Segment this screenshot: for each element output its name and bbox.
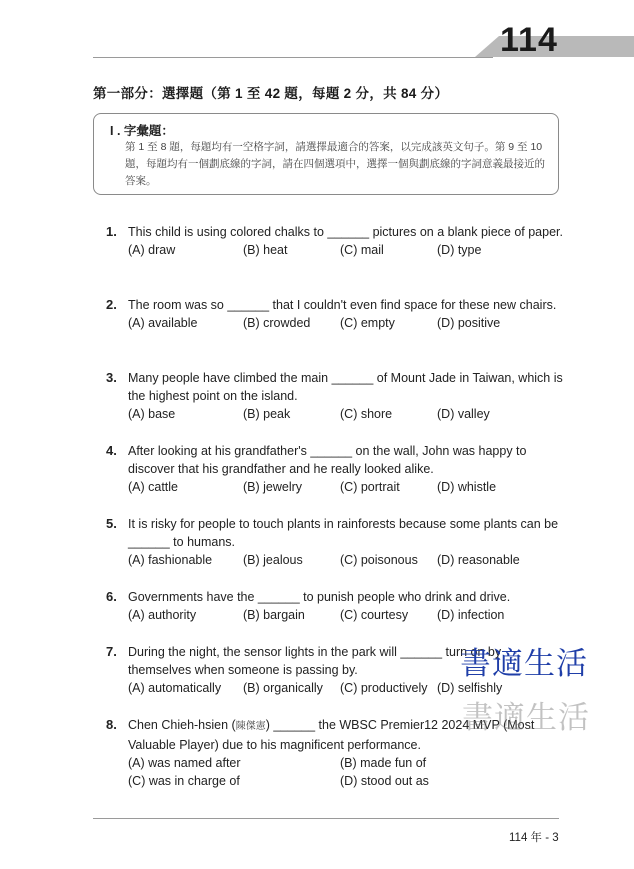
option-d[interactable]: (D) infection [437,608,505,622]
question-options [128,606,566,624]
question-stem: It is risky for people to touch plants in rainforests because some plants can be ______ to humans. [128,517,559,549]
option-b[interactable]: (B) heat [243,243,288,257]
option-a[interactable]: (A) cattle [128,480,179,494]
option-d[interactable]: (D) reasonable [437,553,520,567]
question-number: 8. [106,717,117,732]
option-b[interactable]: (B) jewelry [243,480,303,494]
watermark-gray: 書適生活 [462,700,590,736]
option-c[interactable]: (C) empty [340,316,395,330]
option-d[interactable]: (D) whistle [437,480,497,494]
option-c[interactable]: (C) productively [340,681,428,695]
header-rule [93,57,493,58]
question-number: 5. [106,516,117,531]
option-a[interactable]: (A) was named after [128,756,241,770]
question-stem: Governments have the ______ to punish people who drink and drive. [128,590,511,604]
question-5 [106,515,566,569]
question-number: 1. [106,224,117,239]
option-b[interactable]: (B) organically [243,681,323,695]
instructions-body: 第 1 至 8 題，每題均有一空格字詞，請選擇最適合的答案，以完成該英文句子。第 9 至 10 題，每題均有一個劃底線的字詞，請在四個選項中，選擇一個與劃底線的字詞意義最接近的答案。 [125,141,545,187]
option-b[interactable]: (B) made fun of [340,756,427,770]
option-a[interactable]: (A) draw [128,243,176,257]
question-number: 4. [106,443,117,458]
question-options [128,772,566,790]
option-c[interactable]: (C) courtesy [340,608,409,622]
option-a[interactable]: (A) fashionable [128,553,213,567]
question-stem: The room was so ______ that I couldn't even find space for these new chairs. [128,298,557,312]
exam-year: 114 [500,21,558,59]
option-a[interactable]: (A) authority [128,608,197,622]
option-b[interactable]: (B) jealous [243,553,303,567]
question-number: 7. [106,644,117,659]
question-3 [106,369,566,423]
option-d[interactable]: (D) positive [437,316,501,330]
question-options [128,314,566,332]
option-c[interactable]: (C) poisonous [340,553,418,567]
option-a[interactable]: (A) available [128,316,198,330]
question-number: 6. [106,589,117,604]
option-d[interactable]: (D) type [437,243,482,257]
stem-part: ) ______ the WBSC Premier12 2024 MVP (Most Valuable Player) due to his magnificent performance. [128,718,535,752]
stem-chinese-name: 陳傑憲 [235,721,266,732]
option-d[interactable]: (D) stood out as [340,774,429,788]
instructions-heading: I . 字彙題： [110,124,174,138]
question-number: 3. [106,370,117,385]
question-options [128,405,566,423]
option-b[interactable]: (B) crowded [243,316,311,330]
option-c[interactable]: (C) mail [340,243,384,257]
question-stem: After looking at his grandfather's ______ on the wall, John was happy to discover that his grandfather and he really looked alike. [128,444,527,476]
footer-rule [93,818,559,819]
stem-part: Chen Chieh-hsien ( [128,718,236,732]
question-6 [106,588,566,624]
page-number: 114 年 - 3 [509,832,559,844]
question-1 [106,223,566,259]
question-options [128,754,566,772]
part-title: 第一部分：選擇題（第 1 至 42 題，每題 2 分，共 84 分） [93,86,449,101]
option-c[interactable]: (C) was in charge of [128,774,240,788]
question-stem: Many people have climbed the main ______ of Mount Jade in Taiwan, which is the highest point on the island. [128,371,563,403]
question-4 [106,442,566,496]
option-b[interactable]: (B) peak [243,407,291,421]
question-stem: This child is using colored chalks to ______ pictures on a blank piece of paper. [128,225,563,239]
option-c[interactable]: (C) shore [340,407,393,421]
question-number: 2. [106,297,117,312]
watermark-blue: 書適生活 [460,646,588,682]
question-options [128,241,566,259]
question-2 [106,296,566,332]
option-c[interactable]: (C) portrait [340,480,400,494]
question-options [128,478,566,496]
question-options [128,551,566,569]
question-stem: During the night, the sensor lights in the park will ______ turn on by themselves when someone is passing by. [128,645,502,677]
option-b[interactable]: (B) bargain [243,608,305,622]
option-a[interactable]: (A) base [128,407,176,421]
option-a[interactable]: (A) automatically [128,681,222,695]
option-d[interactable]: (D) selfishly [437,681,503,695]
option-d[interactable]: (D) valley [437,407,490,421]
